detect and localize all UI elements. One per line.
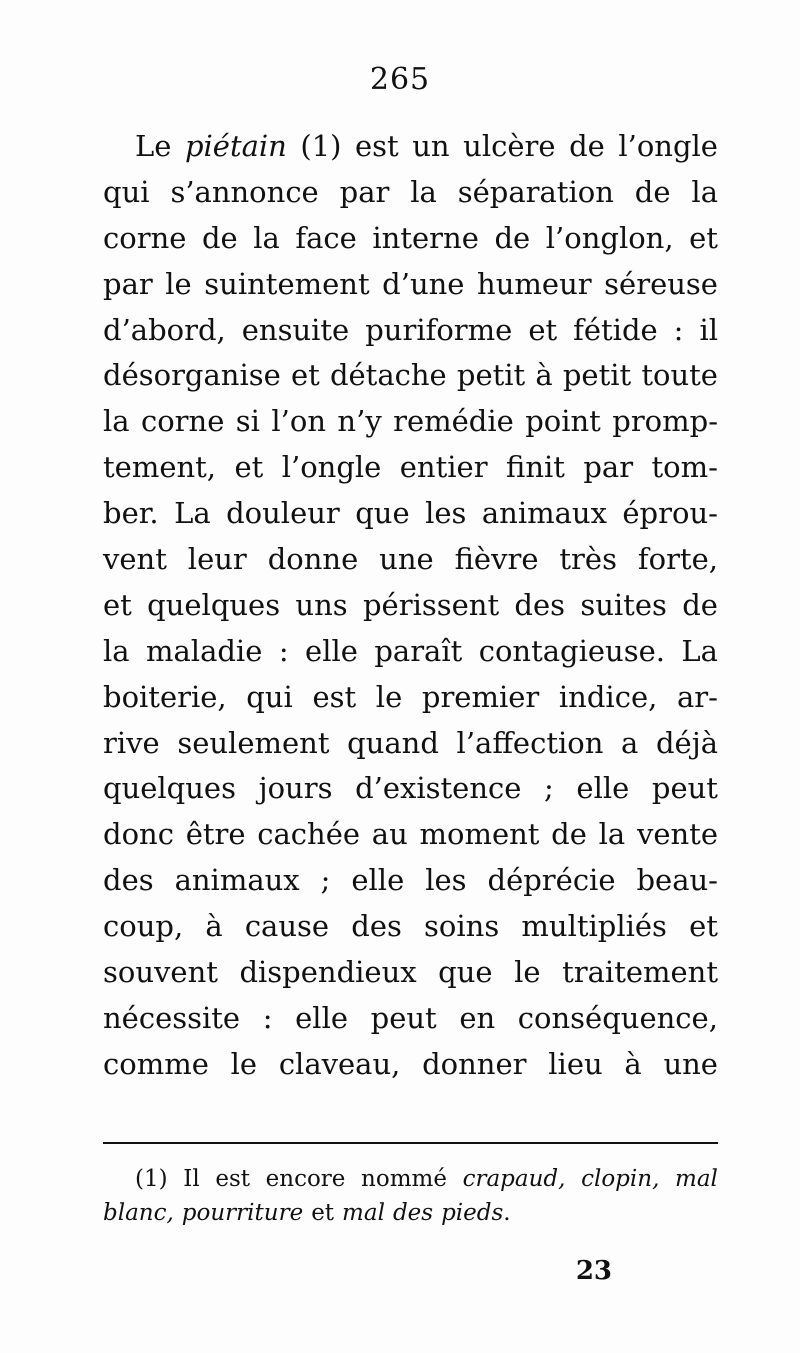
word: premier <box>421 679 540 714</box>
word: des <box>392 1200 434 1226</box>
word: leur <box>187 542 247 577</box>
word: et <box>528 312 558 347</box>
word: boiterie, <box>103 679 227 714</box>
word: est <box>355 129 399 163</box>
word: moment <box>419 817 540 852</box>
body-line <box>103 766 718 812</box>
word: nécessite <box>103 1000 241 1035</box>
word: de <box>569 129 605 163</box>
body-line <box>103 445 718 491</box>
body-line <box>103 124 718 170</box>
word: claveau, <box>278 1046 401 1081</box>
word: peut <box>651 771 718 806</box>
word: désorganise <box>103 358 281 393</box>
word: crapaud, <box>462 1166 566 1192</box>
word: : <box>673 312 684 347</box>
word: corne <box>140 404 225 439</box>
word: Il <box>183 1166 200 1192</box>
word: des <box>514 587 566 622</box>
word: corne <box>103 220 187 255</box>
word: soins <box>424 909 500 944</box>
word: piétain <box>184 129 287 163</box>
word: coup, <box>103 909 184 944</box>
word: de <box>551 817 587 852</box>
word: pourriture <box>181 1200 304 1226</box>
body-line <box>103 583 718 629</box>
word: et <box>689 909 718 944</box>
word: de <box>201 220 238 255</box>
word: lieu <box>548 1046 603 1081</box>
word: l’affection <box>456 725 604 760</box>
word: quand <box>347 725 439 760</box>
body-line <box>103 491 718 537</box>
word: vente <box>636 817 718 852</box>
word: une <box>379 542 434 577</box>
word: et <box>311 1200 335 1226</box>
word: pieds. <box>441 1200 511 1226</box>
word: quelques <box>147 587 281 622</box>
word: déprécie <box>487 863 616 898</box>
word: d’existence <box>355 771 522 806</box>
body-line <box>103 629 718 675</box>
word: d’une <box>382 266 465 301</box>
word: donner <box>422 1046 527 1081</box>
word: ar- <box>676 679 718 714</box>
word: le <box>230 1046 258 1081</box>
word: a <box>621 725 639 760</box>
word: ulcère <box>463 129 556 163</box>
word: déjà <box>655 725 718 760</box>
word: jours <box>258 771 333 806</box>
word: elle <box>351 863 405 898</box>
word: séreuse <box>604 266 718 301</box>
word: est <box>215 1166 250 1192</box>
word: il <box>699 312 718 347</box>
word: l’ongle <box>281 450 382 485</box>
word: à <box>535 358 553 393</box>
word: forte, <box>637 542 718 577</box>
word: face <box>295 220 357 255</box>
word: finit <box>505 450 565 485</box>
word: : <box>278 633 289 668</box>
word: que <box>438 955 493 990</box>
word: (1) <box>135 1166 168 1192</box>
word: des <box>351 909 402 944</box>
body-line <box>103 170 718 216</box>
word: à <box>205 909 223 944</box>
word: souvent <box>103 955 218 990</box>
word: les <box>425 496 467 531</box>
word: et <box>689 220 718 255</box>
word: remédie <box>393 404 514 439</box>
word: petit <box>562 358 632 393</box>
word: qui <box>103 174 150 209</box>
word: un <box>412 129 450 163</box>
word: elle <box>295 1000 349 1035</box>
word: si <box>235 404 260 439</box>
word: entier <box>399 450 488 485</box>
word: de <box>494 220 531 255</box>
word: (1) <box>300 129 342 163</box>
word: l’onglon, <box>545 220 674 255</box>
word: point <box>525 404 601 439</box>
word: tom- <box>651 450 718 485</box>
word: la <box>253 220 280 255</box>
word: de <box>682 587 718 622</box>
word: mal <box>342 1200 385 1226</box>
word: au <box>371 817 408 852</box>
body-line <box>103 858 718 904</box>
word: cachée <box>257 817 361 852</box>
word: et <box>290 358 320 393</box>
word: petit <box>456 358 526 393</box>
word: comme <box>103 1046 209 1081</box>
body-line <box>103 399 718 445</box>
word: les <box>425 863 467 898</box>
body-line <box>103 1042 718 1088</box>
word: animaux <box>481 496 607 531</box>
word: et <box>103 587 132 622</box>
word: conséquence, <box>517 1000 718 1035</box>
word: la <box>103 633 130 668</box>
word: est <box>312 679 357 714</box>
word: la <box>410 174 437 209</box>
word: vent <box>103 542 167 577</box>
word: ; <box>544 771 554 806</box>
word: peut <box>370 1000 437 1035</box>
word: La <box>681 633 718 668</box>
body-line <box>103 353 718 399</box>
word: contagieuse. <box>478 633 665 668</box>
word: fétide <box>573 312 658 347</box>
word: elle <box>576 771 630 806</box>
word: cause <box>244 909 330 944</box>
word: le <box>375 679 403 714</box>
word: l’ongle <box>618 129 718 163</box>
body-line <box>103 537 718 583</box>
word: séparation <box>457 174 614 209</box>
word: beau- <box>636 863 718 898</box>
word: interne <box>372 220 479 255</box>
footnote-line <box>103 1196 718 1230</box>
word: par <box>103 266 153 301</box>
signature-mark: 23 <box>575 1256 612 1286</box>
word: par <box>339 174 390 209</box>
word: l’on <box>271 404 327 439</box>
word: nommé <box>361 1166 447 1192</box>
word: clopin, <box>581 1166 660 1192</box>
page-number: 265 <box>369 62 431 97</box>
word: maladie <box>146 633 263 668</box>
word: d’abord, <box>103 312 226 347</box>
word: La <box>174 496 211 531</box>
word: traitement <box>562 955 718 990</box>
word: la <box>103 404 130 439</box>
word: la <box>598 817 626 852</box>
word: fièvre <box>454 542 539 577</box>
word: le <box>514 955 541 990</box>
word: uns <box>295 587 348 622</box>
word: : <box>262 1000 273 1035</box>
body-line <box>103 996 718 1042</box>
body-line <box>103 262 718 308</box>
word: blanc, <box>103 1200 174 1226</box>
word: donc <box>103 817 174 852</box>
word: périssent <box>362 587 500 622</box>
word: quelques <box>103 771 236 806</box>
word: multipliés <box>521 909 667 944</box>
body-line <box>103 721 718 767</box>
word: être <box>185 817 246 852</box>
word: suintement <box>204 266 370 301</box>
word: s’annonce <box>170 174 319 209</box>
body-line <box>103 904 718 950</box>
footnote-rule <box>103 1142 718 1144</box>
word: elle <box>305 633 358 668</box>
word: tement, <box>103 450 217 485</box>
word: animaux <box>174 863 300 898</box>
word: des <box>103 863 154 898</box>
word: une <box>663 1046 718 1081</box>
word: humeur <box>477 266 592 301</box>
word: que <box>355 496 410 531</box>
word: de <box>634 174 671 209</box>
body-text <box>103 124 718 1088</box>
body-line <box>103 812 718 858</box>
word: dispendieux <box>239 955 417 990</box>
word: seulement <box>177 725 330 760</box>
body-line <box>103 308 718 354</box>
footnote-line <box>103 1162 718 1196</box>
word: Le <box>135 129 172 163</box>
word: suites <box>580 587 667 622</box>
body-line <box>103 950 718 996</box>
word: donne <box>267 542 359 577</box>
word: rive <box>103 725 160 760</box>
word: ber. <box>103 496 159 531</box>
word: la <box>691 174 718 209</box>
body-line <box>103 675 718 721</box>
footnote <box>103 1162 718 1230</box>
word: douleur <box>226 496 340 531</box>
word: le <box>165 266 192 301</box>
word: ; <box>320 863 331 898</box>
word: mal <box>675 1166 718 1192</box>
word: en <box>459 1000 496 1035</box>
word: promp- <box>612 404 718 439</box>
word: puriforme <box>365 312 513 347</box>
word: détache <box>329 358 447 393</box>
word: qui <box>246 679 293 714</box>
word: très <box>559 542 617 577</box>
word: paraît <box>374 633 463 668</box>
body-line <box>103 216 718 262</box>
word: n’y <box>337 404 382 439</box>
word: indice, <box>558 679 658 714</box>
word: encore <box>265 1166 346 1192</box>
word: toute <box>641 358 718 393</box>
word: ensuite <box>241 312 350 347</box>
word: par <box>583 450 634 485</box>
word: et <box>234 450 264 485</box>
word: éprou- <box>622 496 718 531</box>
word: à <box>624 1046 642 1081</box>
